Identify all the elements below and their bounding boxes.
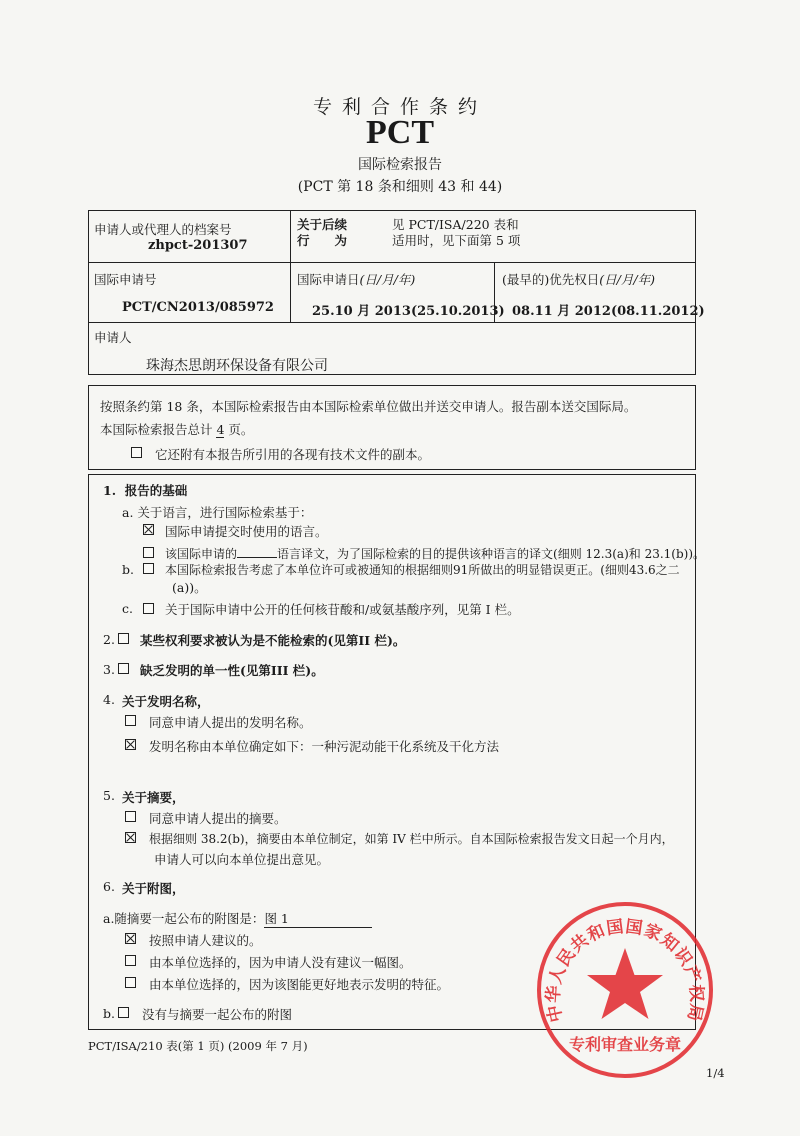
s3-text: 缺乏发明的单一性(见第III 栏)。 [140,663,324,678]
s5-opt2-2: 申请人可以向本单位提出意见。 [154,852,330,867]
priority-date-value: 08.11 月 2012(08.11.2012) [512,304,705,319]
applicant-label: 申请人 [94,330,132,345]
app-no-value: PCT/CN2013/085972 [122,300,274,315]
followup-label-1: 关于后续 [297,217,348,232]
filing-date-value: 25.10 月 2013(25.10.2013) [312,304,505,319]
s1a-opt2-checkbox[interactable] [143,547,154,558]
s4-opt1: 同意申请人提出的发明名称。 [149,715,312,730]
s5-title: 关于摘要， [122,790,185,805]
s5-opt2-checkbox[interactable] [125,832,136,843]
s1-title: 报告的基础 [124,483,188,498]
filing-date-format: (日/月/年) [359,272,416,287]
s6b-checkbox[interactable] [118,1007,129,1018]
s6a-opt3-checkbox[interactable] [125,977,136,988]
applicant-value: 珠海杰思朗环保设备有限公司 [146,358,328,374]
priority-date-format: (日/月/年) [599,272,655,287]
seal-bottom-text: 专利审查业务章 [568,1035,682,1054]
intro-line-2: 本国际检索报告总计 4 页。 [100,422,254,437]
app-no-label: 国际申请号 [94,272,157,287]
s6-title: 关于附图， [122,881,185,896]
s6b-text: 没有与摘要一起公布的附图 [142,1007,293,1022]
s1a-opt1: 国际申请提交时使用的语言。 [165,524,328,539]
star-icon [587,948,663,1019]
s4-label: 4. [103,692,115,707]
s6a-value: 图 1 [264,909,372,928]
s6a-opt1: 按照申请人建议的。 [149,933,262,948]
s1c-text: 关于国际申请中公开的任何核苷酸和/或氨基酸序列，见第 I 栏。 [165,602,520,617]
form-footer: PCT/ISA/210 表(第 1 页) (2009 年 7 月) [88,1039,308,1053]
report-subtitle: (PCT 第 18 条和细则 43 和 44) [297,179,503,195]
s3-label: 3. [103,662,115,677]
followup-text-2: 适用时，见下面第 5 项 [392,233,521,248]
s1-num: 1. [103,483,117,498]
treaty-title: 专利合作条约 [312,96,487,118]
s6a-opt2: 由本单位选择的，因为申请人没有建议一幅图。 [149,955,412,970]
priority-date-label: (最早的)优先权日 [502,272,600,287]
intro-line-1: 按照条约第 18 条，本国际检索报告由本国际检索单位做出并送交申请人。报告副本送交国际局。 [100,399,637,414]
followup-label-2: 行 为 [297,233,348,248]
s4-opt2: 发明名称由本单位确定如下：一种污泥动能干化系统及干化方法 [149,739,500,754]
attach-copies-checkbox[interactable] [131,447,142,458]
followup-text-1: 见 PCT/ISA/220 表和 [392,217,519,232]
filing-date-label: 国际申请日 [297,272,360,287]
s1a-opt1-checkbox[interactable] [143,524,154,535]
s4-opt1-checkbox[interactable] [125,715,136,726]
s2-label: 2. [103,632,115,647]
s1b-label: b. [122,562,134,577]
file-ref-label: 申请人或代理人的档案号 [94,222,232,237]
s2-text: 某些权利要求被认为是不能检索的(见第II 栏)。 [140,633,406,648]
s5-opt2-1: 根据细则 38.2(b)，摘要由本单位制定，如第 IV 栏中所示。自本国际检索报告发文日起一个月内， [149,832,674,846]
s1c-label: c. [122,601,133,616]
s2-checkbox[interactable] [118,633,129,644]
file-ref-value: zhpct-201307 [148,238,248,253]
s4-opt2-checkbox[interactable] [125,739,136,750]
s6a-opt3: 由本单位选择的，因为该图能更好地表示发明的特征。 [149,977,450,992]
s6a-text: a.随摘要一起公布的附图是： [103,911,265,926]
s6-label: 6. [103,879,115,894]
s5-opt1: 同意申请人提出的摘要。 [149,811,287,826]
s4-title: 关于发明名称， [122,694,210,709]
official-seal [535,900,715,1080]
s1b-checkbox[interactable] [143,563,154,574]
s5-opt1-checkbox[interactable] [125,811,136,822]
report-title: 国际检索报告 [358,157,442,173]
page-number: 1/4 [706,1066,725,1080]
pct-title: PCT [366,114,434,151]
s5-label: 5. [103,788,115,803]
seal-ring-text: 中华人民共和国国家知识产权局 [543,916,707,1024]
s6a-opt2-checkbox[interactable] [125,955,136,966]
page-count: 4 [216,422,225,437]
s6b-label: b. [103,1006,115,1021]
s1c-checkbox[interactable] [143,603,154,614]
s3-checkbox[interactable] [118,663,129,674]
intro-line-3: 它还附有本报告所引用的各现有技术文件的副本。 [155,447,431,462]
s1b-text-1: 本国际检索报告考虑了本单位许可或被通知的根据细则91所做出的明显错误更正。(细则43.6之二 [165,563,680,577]
s1b-text-2: (a))。 [172,580,207,595]
s6a-opt1-checkbox[interactable] [125,933,136,944]
s1a-text: a. 关于语言，进行国际检索基于： [122,505,313,520]
